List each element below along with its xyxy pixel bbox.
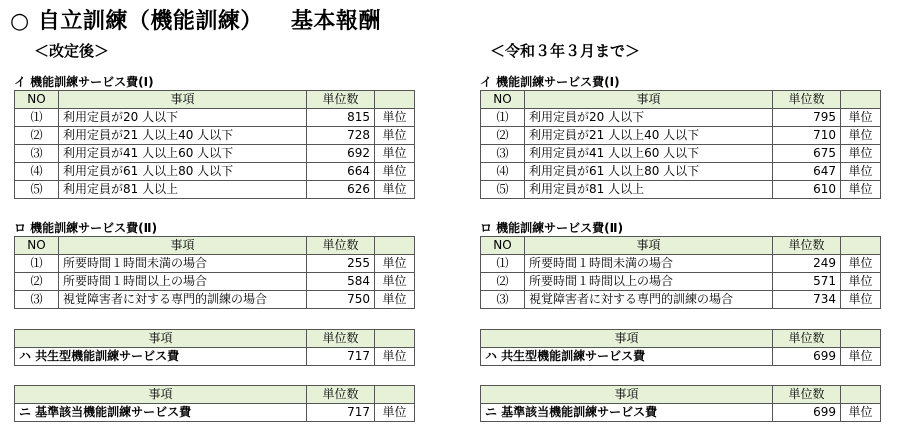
row-no: ⑶ [15,145,59,163]
row-unit: 単位 [375,255,415,273]
header-item: 事項 [481,386,773,404]
row-no: ⑶ [15,291,59,309]
header-item: 事項 [59,237,307,255]
row-value: 664 [307,163,375,181]
table-row [15,291,415,309]
row-unit: 単位 [375,348,415,366]
row-value: 728 [307,127,375,145]
row-item: ハ 共生型機能訓練サービス費 [15,348,307,366]
row-no: ⑵ [15,273,59,291]
circle-icon: ○ [10,9,30,34]
right-sec2-title: ロ 機能訓練サービス費(Ⅱ) [480,221,624,235]
table-header-row [481,386,881,404]
table-header-row [15,91,415,109]
row-no: ⑷ [15,163,59,181]
row-unit: 単位 [841,181,881,199]
row-value: 710 [773,127,841,145]
row-item: 利用定員が61 人以上80 人以下 [525,163,773,181]
row-value: 249 [773,255,841,273]
header-blank [841,237,881,255]
table-row [15,181,415,199]
table-header-row [481,91,881,109]
row-no: ⑴ [481,255,525,273]
row-unit: 単位 [375,109,415,127]
left-sec1-title: イ 機能訓練サービス費(Ⅰ) [14,75,154,89]
header-units: 単位数 [307,386,375,404]
table-row [15,348,415,366]
left-sec4-table [14,385,415,422]
table-header-row [481,330,881,348]
row-value: 717 [307,404,375,422]
header-units: 単位数 [773,330,841,348]
header-item: 事項 [481,330,773,348]
header-no: NO [15,237,59,255]
table-row [481,163,881,181]
row-no: ⑴ [481,109,525,127]
row-no: ⑸ [15,181,59,199]
row-value: 717 [307,348,375,366]
table-row [15,163,415,181]
row-unit: 単位 [375,291,415,309]
row-no: ⑷ [481,163,525,181]
table-row [15,404,415,422]
row-unit: 単位 [841,255,881,273]
table-row [481,404,881,422]
header-item: 事項 [525,91,773,109]
row-unit: 単位 [375,404,415,422]
table-header-row [15,386,415,404]
header-item: 事項 [525,237,773,255]
row-no: ⑴ [15,255,59,273]
table-row [481,273,881,291]
row-value: 750 [307,291,375,309]
header-no: NO [481,237,525,255]
title-sub: 基本報酬 [290,9,381,34]
header-blank [375,91,415,109]
row-value: 692 [307,145,375,163]
row-item: 視覚障害者に対する専門的訓練の場合 [59,291,307,309]
row-value: 255 [307,255,375,273]
row-item: 所要時間１時間未満の場合 [525,255,773,273]
table-row [481,145,881,163]
header-item: 事項 [59,91,307,109]
row-value: 610 [773,181,841,199]
row-item: 利用定員が21 人以上40 人以下 [59,127,307,145]
header-units: 単位数 [773,386,841,404]
row-unit: 単位 [841,404,881,422]
row-item: 利用定員が61 人以上80 人以下 [59,163,307,181]
table-row [15,145,415,163]
header-units: 単位数 [307,237,375,255]
header-units: 単位数 [307,330,375,348]
header-units: 単位数 [773,237,841,255]
right-column-label: ＜令和３年３月まで＞ [490,42,641,60]
row-item: ニ 基準該当機能訓練サービス費 [15,404,307,422]
row-unit: 単位 [841,145,881,163]
row-item: 利用定員が81 人以上 [525,181,773,199]
row-no: ⑵ [481,273,525,291]
row-item: 利用定員が20 人以下 [59,109,307,127]
row-unit: 単位 [841,109,881,127]
row-item: 視覚障害者に対する専門的訓練の場合 [525,291,773,309]
header-blank [841,386,881,404]
left-column-label: ＜改定後＞ [34,42,110,60]
row-unit: 単位 [841,163,881,181]
table-header-row [15,237,415,255]
row-value: 584 [307,273,375,291]
table-row [481,255,881,273]
header-blank [841,330,881,348]
table-header-row [481,237,881,255]
table-row [481,181,881,199]
row-no: ⑸ [481,181,525,199]
header-item: 事項 [15,330,307,348]
left-sec1-table [14,90,415,199]
left-sec2-title: ロ 機能訓練サービス費(Ⅱ) [14,221,158,235]
row-item: 利用定員が81 人以上 [59,181,307,199]
header-units: 単位数 [773,91,841,109]
row-no: ⑶ [481,291,525,309]
right-sec3-table [480,329,881,366]
row-value: 699 [773,348,841,366]
row-value: 675 [773,145,841,163]
row-unit: 単位 [375,273,415,291]
header-blank [375,386,415,404]
header-blank [375,330,415,348]
row-unit: 単位 [841,291,881,309]
row-value: 795 [773,109,841,127]
right-sec1-title: イ 機能訓練サービス費(Ⅰ) [480,75,620,89]
row-value: 626 [307,181,375,199]
table-header-row [15,330,415,348]
row-value: 647 [773,163,841,181]
row-no: ⑵ [481,127,525,145]
row-item: 利用定員が41 人以上60 人以下 [59,145,307,163]
title-main: 自立訓練（機能訓練） [37,9,263,34]
right-sec2-table [480,236,881,309]
table-row [481,127,881,145]
row-no: ⑵ [15,127,59,145]
row-item: 所要時間１時間未満の場合 [59,255,307,273]
row-unit: 単位 [375,181,415,199]
row-unit: 単位 [841,127,881,145]
row-unit: 単位 [841,273,881,291]
row-item: 所要時間１時間以上の場合 [59,273,307,291]
row-item: 所要時間１時間以上の場合 [525,273,773,291]
table-row [481,109,881,127]
table-row [15,255,415,273]
row-unit: 単位 [375,145,415,163]
row-value: 699 [773,404,841,422]
header-no: NO [15,91,59,109]
row-unit: 単位 [841,348,881,366]
table-row [15,109,415,127]
header-no: NO [481,91,525,109]
header-blank [841,91,881,109]
row-item: 利用定員が20 人以下 [525,109,773,127]
row-no: ⑶ [481,145,525,163]
right-sec4-table [480,385,881,422]
left-sec2-table [14,236,415,309]
row-no: ⑴ [15,109,59,127]
header-units: 単位数 [307,91,375,109]
row-item: ニ 基準該当機能訓練サービス費 [481,404,773,422]
header-item: 事項 [15,386,307,404]
row-value: 571 [773,273,841,291]
table-row [481,348,881,366]
header-blank [375,237,415,255]
row-unit: 単位 [375,127,415,145]
page-title [10,4,381,35]
table-row [481,291,881,309]
left-sec3-table [14,329,415,366]
row-value: 734 [773,291,841,309]
table-row [15,127,415,145]
row-unit: 単位 [375,163,415,181]
row-item: 利用定員が41 人以上60 人以下 [525,145,773,163]
row-item: ハ 共生型機能訓練サービス費 [481,348,773,366]
right-sec1-table [480,90,881,199]
row-item: 利用定員が21 人以上40 人以下 [525,127,773,145]
table-row [15,273,415,291]
row-value: 815 [307,109,375,127]
